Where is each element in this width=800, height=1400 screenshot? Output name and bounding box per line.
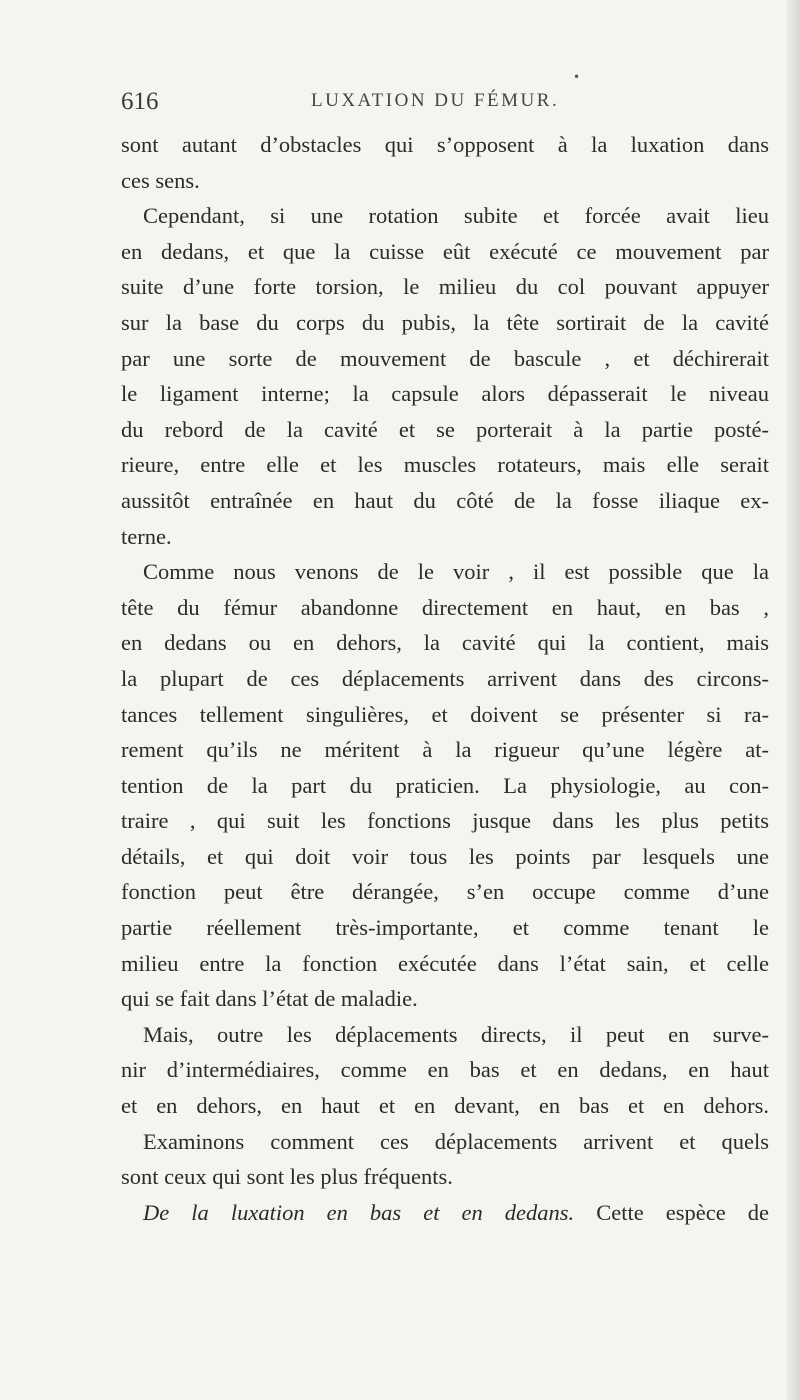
- text-line: Cependant, si une rotation subite et forcée avait lieu: [143, 203, 769, 229]
- text-line: et en dehors, en haut et en devant, en bas et en dehors.: [121, 1093, 769, 1119]
- text-line: aussitôt entraînée en haut du côté de la fosse iliaque ex-: [121, 487, 769, 513]
- text-line: sont ceux qui sont les plus fréquents.: [121, 1164, 453, 1190]
- text-line: tention de la part du praticien. La physiologie, au con-: [121, 772, 769, 798]
- text-line: suite d’une forte torsion, le milieu du col pouvant appuyer: [121, 274, 769, 300]
- text-line: le ligament interne; la capsule alors dépasserait le niveau: [121, 381, 769, 407]
- text-line: partie réellement très-importante, et comme tenant le: [121, 915, 769, 941]
- text-line: en dedans ou en dehors, la cavité qui la contient, mais: [121, 630, 769, 656]
- text-line: en dedans, et que la cuisse eût exécuté ce mouvement par: [121, 238, 769, 264]
- text-line: par une sorte de mouvement de bascule , et déchirerait: [121, 345, 769, 371]
- text-line: nir d’intermédiaires, comme en bas et en dedans, en haut: [121, 1057, 769, 1083]
- page-number: 616: [121, 88, 159, 115]
- text-line: ces sens.: [121, 167, 200, 193]
- text-line: rieure, entre elle et les muscles rotateurs, mais elle serait: [121, 452, 769, 478]
- text-line: qui se fait dans l’état de maladie.: [121, 986, 418, 1012]
- text-line-section-start: [121, 1195, 769, 1231]
- body-text: [121, 127, 769, 1230]
- text-line: milieu entre la fonction exécutée dans l’état sain, et celle: [121, 950, 769, 976]
- text-line: du rebord de la cavité et se porterait à la partie posté-: [121, 416, 769, 442]
- text-line: tête du fémur abandonne directement en haut, en bas ,: [121, 594, 769, 620]
- text-line: sont autant d’obstacles qui s’opposent à la luxation dans: [121, 132, 769, 157]
- page-header: [121, 70, 771, 120]
- text-line: détails, et qui doit voir tous les points par lesquels une: [121, 843, 769, 869]
- page-edge-shadow: [786, 0, 800, 1400]
- text-line: Examinons comment ces déplacements arrivent et quels: [143, 1128, 769, 1154]
- text-line: sur la base du corps du pubis, la tête sortirait de la cavité: [121, 309, 769, 335]
- section-heading-rest: Cette espèce de: [574, 1199, 770, 1225]
- text-line: terne.: [121, 523, 172, 549]
- running-head: LUXATION DU FÉMUR.: [311, 90, 560, 111]
- text-line: traire , qui suit les fonctions jusque dans les plus petits: [121, 808, 769, 834]
- text-line: Mais, outre les déplacements directs, il peut en surve-: [143, 1021, 769, 1047]
- text-line: tances tellement singulières, et doivent se présenter si ra-: [121, 701, 769, 727]
- text-line: rement qu’ils ne méritent à la rigueur qu’une légère at-: [121, 737, 769, 763]
- ink-mark: •: [573, 70, 581, 84]
- text-line: la plupart de ces déplacements arrivent dans des circons-: [121, 665, 769, 691]
- text-line: fonction peut être dérangée, s’en occupe comme d’une: [121, 879, 769, 905]
- section-heading-italic: De la luxation en bas et en dedans.: [143, 1199, 575, 1225]
- text-line: Comme nous venons de le voir , il est possible que la: [143, 559, 769, 585]
